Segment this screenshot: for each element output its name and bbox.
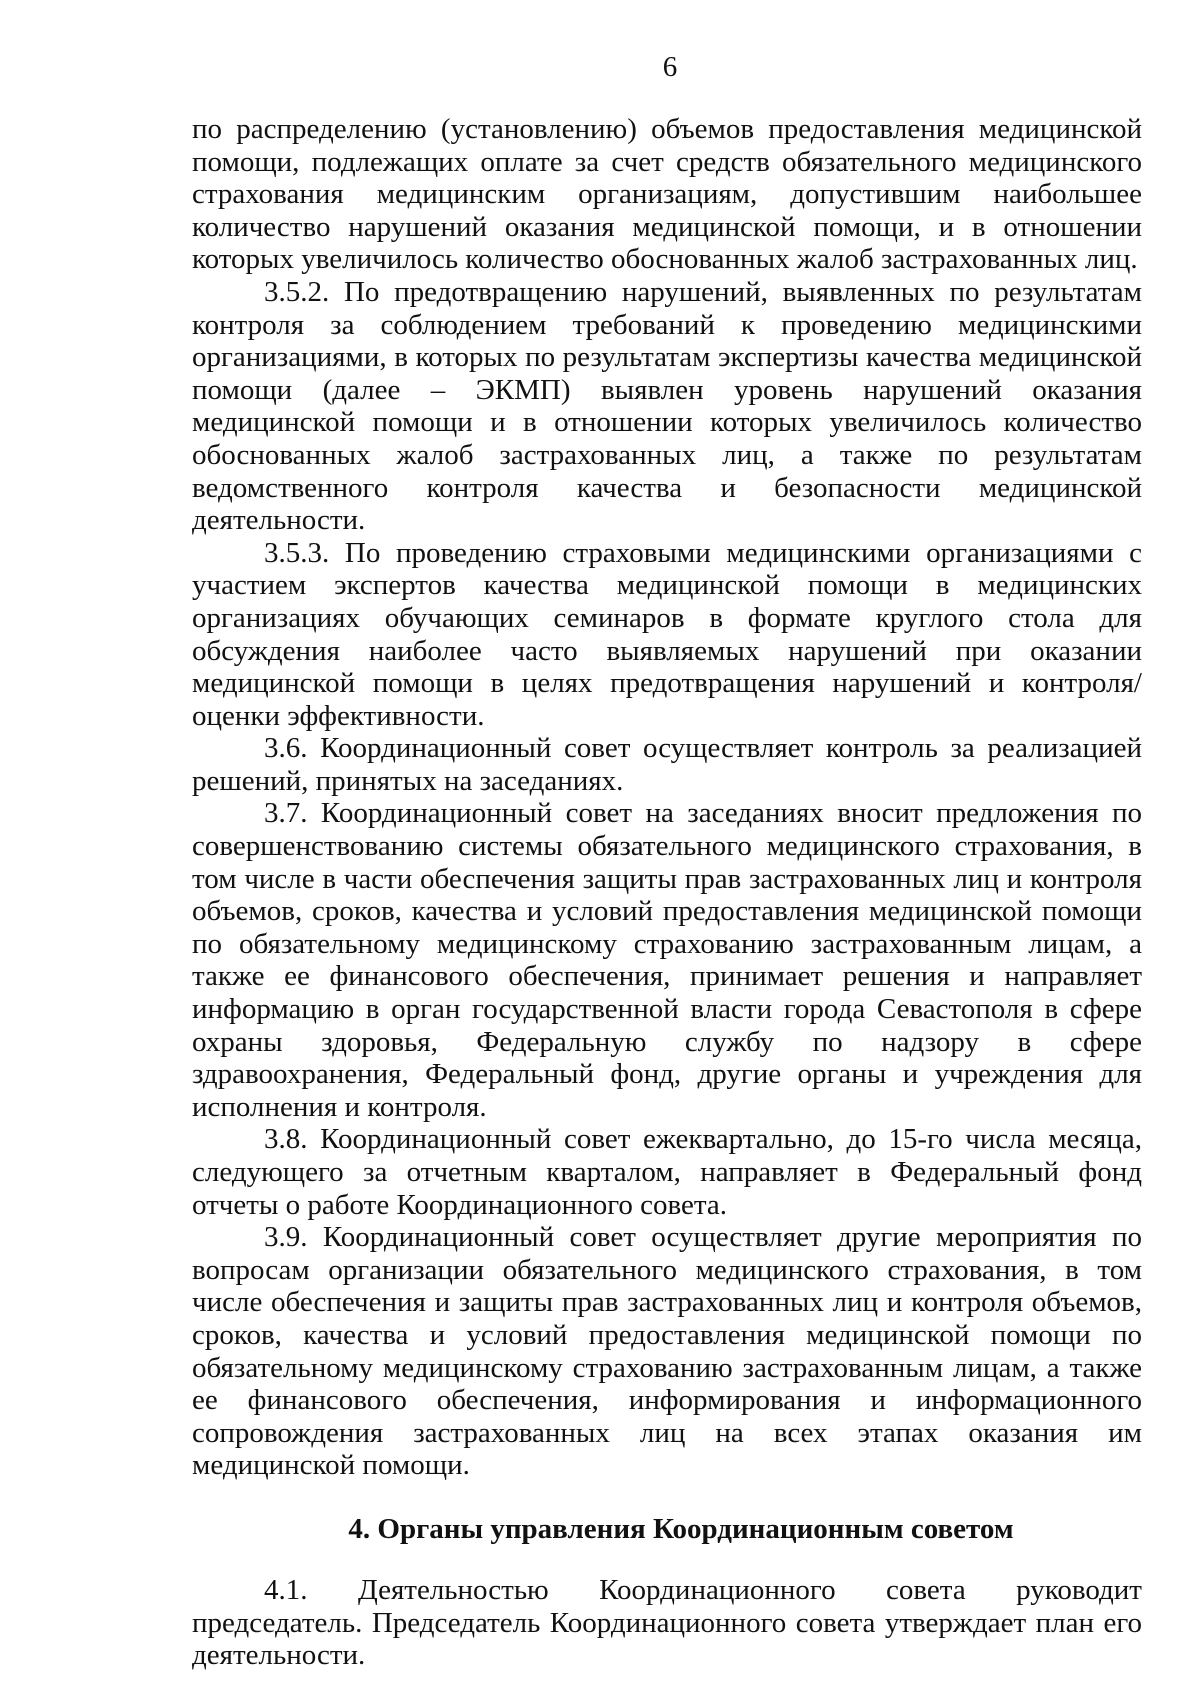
paragraph-continuation: по распределению (установлению) объемов предоставления медицинской помощи, подлежащих оплате за счет средств обязательного медицинского страхования медицинским организациям, допустившим наибольшее количество нарушений оказания медицинской помощи, и в отношении которых увеличилось количество обоснованных жалоб застрахованных лиц. xyxy=(192,113,1142,276)
paragraph-3-5-2: 3.5.2. По предотвращению нарушений, выявленных по результатам контроля за соблюдением требований к проведению медицинскими организациями, в которых по результатам экспертизы качества медицинской помощи (далее – ЭКМП) выявлен уровень нарушений оказания медицинской помощи и в отношении которых увеличилось количество обоснованных жалоб застрахованных лиц, а также по результатам ведомственного контроля качества и безопасности медицинской деятельности. xyxy=(192,275,1142,537)
paragraph-3-8: 3.8. Координационный совет ежеквартально, до 15-го числа месяца, следующего за отчетным кварталом, направляет в Федеральный фонд отчеты о работе Координационного совета. xyxy=(192,1123,1142,1221)
page-number: 6 xyxy=(662,51,678,83)
document-body xyxy=(192,113,1142,1672)
section-heading: 4. Органы управления Координационным советом xyxy=(348,1512,1014,1545)
paragraph-3-7: 3.7. Координационный совет на заседаниях вносит предложения по совершенствованию системы обязательного медицинского страхования, в том числе в части обеспечения защиты прав застрахованных лиц и контроля объемов, сроков, качества и условий предоставления медицинской помощи по обязательному медицинскому страхованию застрахованным лицам, а также ее финансового обеспечения, принимает решения и направляет информацию в орган государственной власти города Севастополя в сфере охраны здоровья, Федеральную службу по надзору в сфере здравоохранения, Федеральный фонд, другие органы и учреждения для исполнения и контроля. xyxy=(192,797,1142,1123)
paragraph-3-5-3: 3.5.3. По проведению страховыми медицинскими организациями с участием экспертов качества медицинской помощи в медицинских организациях обучающих семинаров в формате круглого стола для обсуждения наиболее часто выявляемых нарушений при оказании медицинской помощи в целях предотвращения нарушений и контроля/оценки эффективности. xyxy=(192,536,1142,732)
paragraph-3-6: 3.6. Координационный совет осуществляет контроль за реализацией решений, принятых на заседаниях. xyxy=(192,732,1142,797)
paragraph-3-9: 3.9. Координационный совет осуществляет другие мероприятия по вопросам организации обязательного медицинского страхования, в том числе обеспечения и защиты прав застрахованных лиц и контроля объемов, сроков, качества и условий предоставления медицинской помощи по обязательному медицинскому страхованию застрахованным лицам, а также ее финансового обеспечения, информирования и информационного сопровождения застрахованных лиц на всех этапах оказания им медицинской помощи. xyxy=(192,1221,1142,1482)
paragraph-4-1: 4.1. Деятельностью Координационного совета руководит председатель. Председатель Координационного совета утверждает план его деятельности. xyxy=(192,1573,1142,1672)
